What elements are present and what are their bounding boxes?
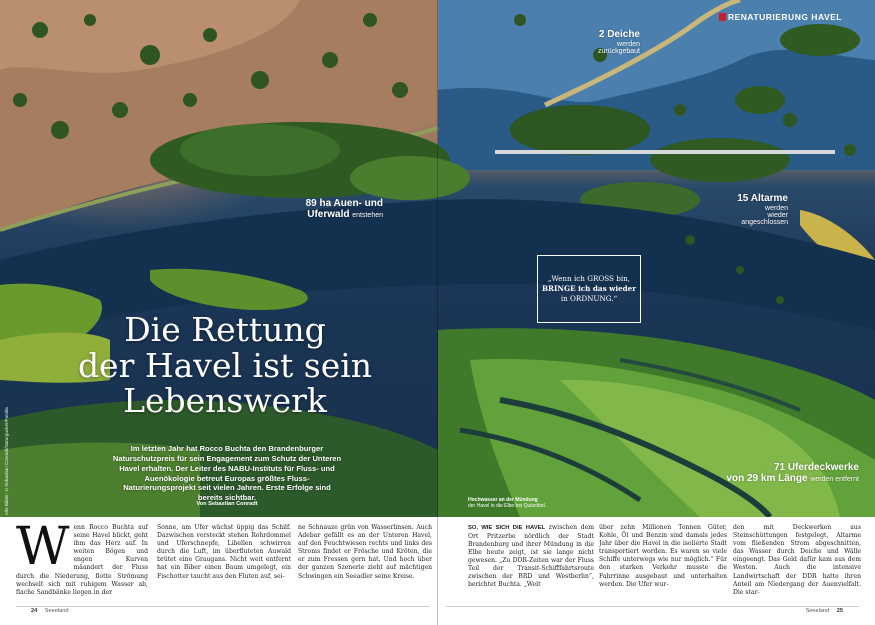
quote-line3: in ORDNUNG.“ (560, 293, 618, 303)
callout-ufer-length: von 29 km Länge (726, 472, 808, 484)
callout-altarme-number: 15 Altarme (737, 193, 788, 204)
callout-deiche-text1: werden (617, 40, 640, 48)
caption-line2: der Havel in die Elbe bei Quitzöbel. (468, 503, 547, 510)
quote-line1: „Wenn ich GROSS bin, (547, 274, 631, 284)
callout-altarme (737, 194, 788, 227)
body-column-1 (16, 524, 148, 604)
body-column-2 (157, 524, 291, 604)
headline-line2: der Havel ist sein (77, 345, 373, 385)
byline: Von Sebastian Conradt (196, 501, 258, 507)
body-col5-text: über zehn Millionen Tonnen Güter, Kohle, Öl und Benzin sind damals jedes Jahr über die Havel in die isolierte Stadt transportiert worden. Es waren so viele Schiffe unterwegs wie nur möglich.“ Für den starken Verkehr musste die Fahrrinne ausgebaut und unterhalten werden. Die Ufer wur- (599, 524, 727, 588)
kicker-red-marker (719, 13, 726, 21)
footer-right (806, 608, 843, 614)
callout-altarme-text2: wieder (767, 211, 788, 219)
callout-ufer-entfernt: werden entfernt (810, 475, 859, 483)
callout-auen-number: 89 ha Auen- und (305, 198, 383, 209)
headline-line3: Lebenswerk (123, 381, 327, 421)
photo-credit: Alle Bilder: ©Sebastian Conradt/Naturgucker/Fotolia (4, 407, 9, 515)
callout-deiche-number: 2 Deiche (598, 29, 640, 40)
body-col4-lead: SO, WIE SICH DIE HAVEL (468, 525, 546, 531)
footer-rule-right (446, 606, 860, 607)
callout-deiche-text2: zurückgebaut (597, 47, 640, 55)
body-col4-text: zwischen dem Ort Pritzerbe nördlich der Stadt Brandenburg und ihrer Mündung in die Elbe heute zeigt, ist sie lange nicht gewesen. „Zu DDR-Zeiten war der Fluss Teil der Transit-Schifffahrtsroute zwischen der BRD und Westberlin“, berichtet Buchta. „Weit (468, 524, 594, 589)
pull-quote (537, 255, 641, 323)
headline-line1: Die Rettung (124, 310, 326, 349)
caption-line1: Hochwasser an der Mündung (468, 497, 538, 503)
callout-auen-entstehen: entstehen (352, 211, 383, 219)
footer-magazine-left: Seeeland (44, 608, 69, 614)
callout-auenwald (306, 199, 383, 220)
callout-deiche (598, 30, 640, 55)
body-column-3 (298, 524, 432, 604)
callout-auen-uferwald: Uferwald (307, 208, 350, 220)
spread-gutter (437, 0, 438, 625)
body-col2-text: Sonne, am Ufer wächst üppig das Schilf. Dazwischen versteckt stehen Rohrdommel und Uferschnepfe, Libellen schwirren durch die Luft, im überfluteten Auwald brütet eine Graugans. Nicht weit entfernt hat ein Biber einen Baum umgelegt, ein Fischotter taucht aus den Fluten auf, sei- (157, 524, 291, 580)
headline (60, 312, 390, 419)
footer-magazine-right: Seeeland (805, 608, 830, 614)
callout-ufer-number: 71 Uferdeckwerke (773, 462, 859, 473)
quote-line2: BRINGE ich das wieder (541, 284, 637, 294)
callout-altarme-text3: angeschlossen (741, 219, 788, 227)
drop-cap: W (16, 524, 70, 577)
page-number-left: 24 (31, 608, 38, 614)
footer-left (31, 608, 68, 614)
body-col1-text: enn Rocco Buchta auf seine Havel blickt, geht ihm das Herz auf. In weiten Bögen und engen Kurven mäandert der Fluss durch die Niederung, flotte Strömung wechselt sich mit ruhigem Wasser ab, flache Sandbänke liegen in der (16, 524, 148, 596)
footer-rule-left (16, 606, 430, 607)
callout-altarme-text1: werden (765, 204, 788, 212)
page-number-right: 25 (836, 608, 843, 614)
body-column-4 (468, 524, 594, 604)
body-col6-text: den mit Deckwerken aus Steinschüttungen festgelegt, Altarme vom fließenden Strom abgeschnitten, das Wasser durch Deiche und Wälle eingeengt. Das Geld dafür kam aus dem Westen. Auch die intensive Landwirtschaft der DDR hatte ihren Anteil am Niedergang der Auenvielfalt. Die star- (733, 524, 861, 596)
kicker-text: RENATURIERUNG HAVEL (727, 12, 842, 22)
body-column-6 (733, 524, 861, 604)
photo-caption (468, 497, 588, 510)
callout-uferdeckwerke (726, 463, 859, 484)
deck-text: Im letzten Jahr hat Rocco Buchta den Brandenburger Naturschutzpreis für sein Engagement zum Schutz der Unteren Havel erhalten. Der Leiter des NABU-Instituts für Fluss- und Auenökologie betreut Europas größtes Fluss-Naturierungsprojekt seit vielen Jahren. Erste Erfolge sind bereits sichtbar. (112, 444, 342, 503)
body-column-5 (599, 524, 727, 604)
body-col3-text: ne Schnauze grün von Wasserlinsen. Auch Adebar gefällt es an der Unteren Havel, auf den Feuchtwiesen rechts und links des Stroms findet er Frösche und Kröten, die er zum Fressen gern hat. Und hoch über der ganzen Szenerie zieht auf mächtigen Schwingen ein Seeadler seine Kreise. (298, 524, 432, 580)
section-kicker (719, 12, 842, 22)
